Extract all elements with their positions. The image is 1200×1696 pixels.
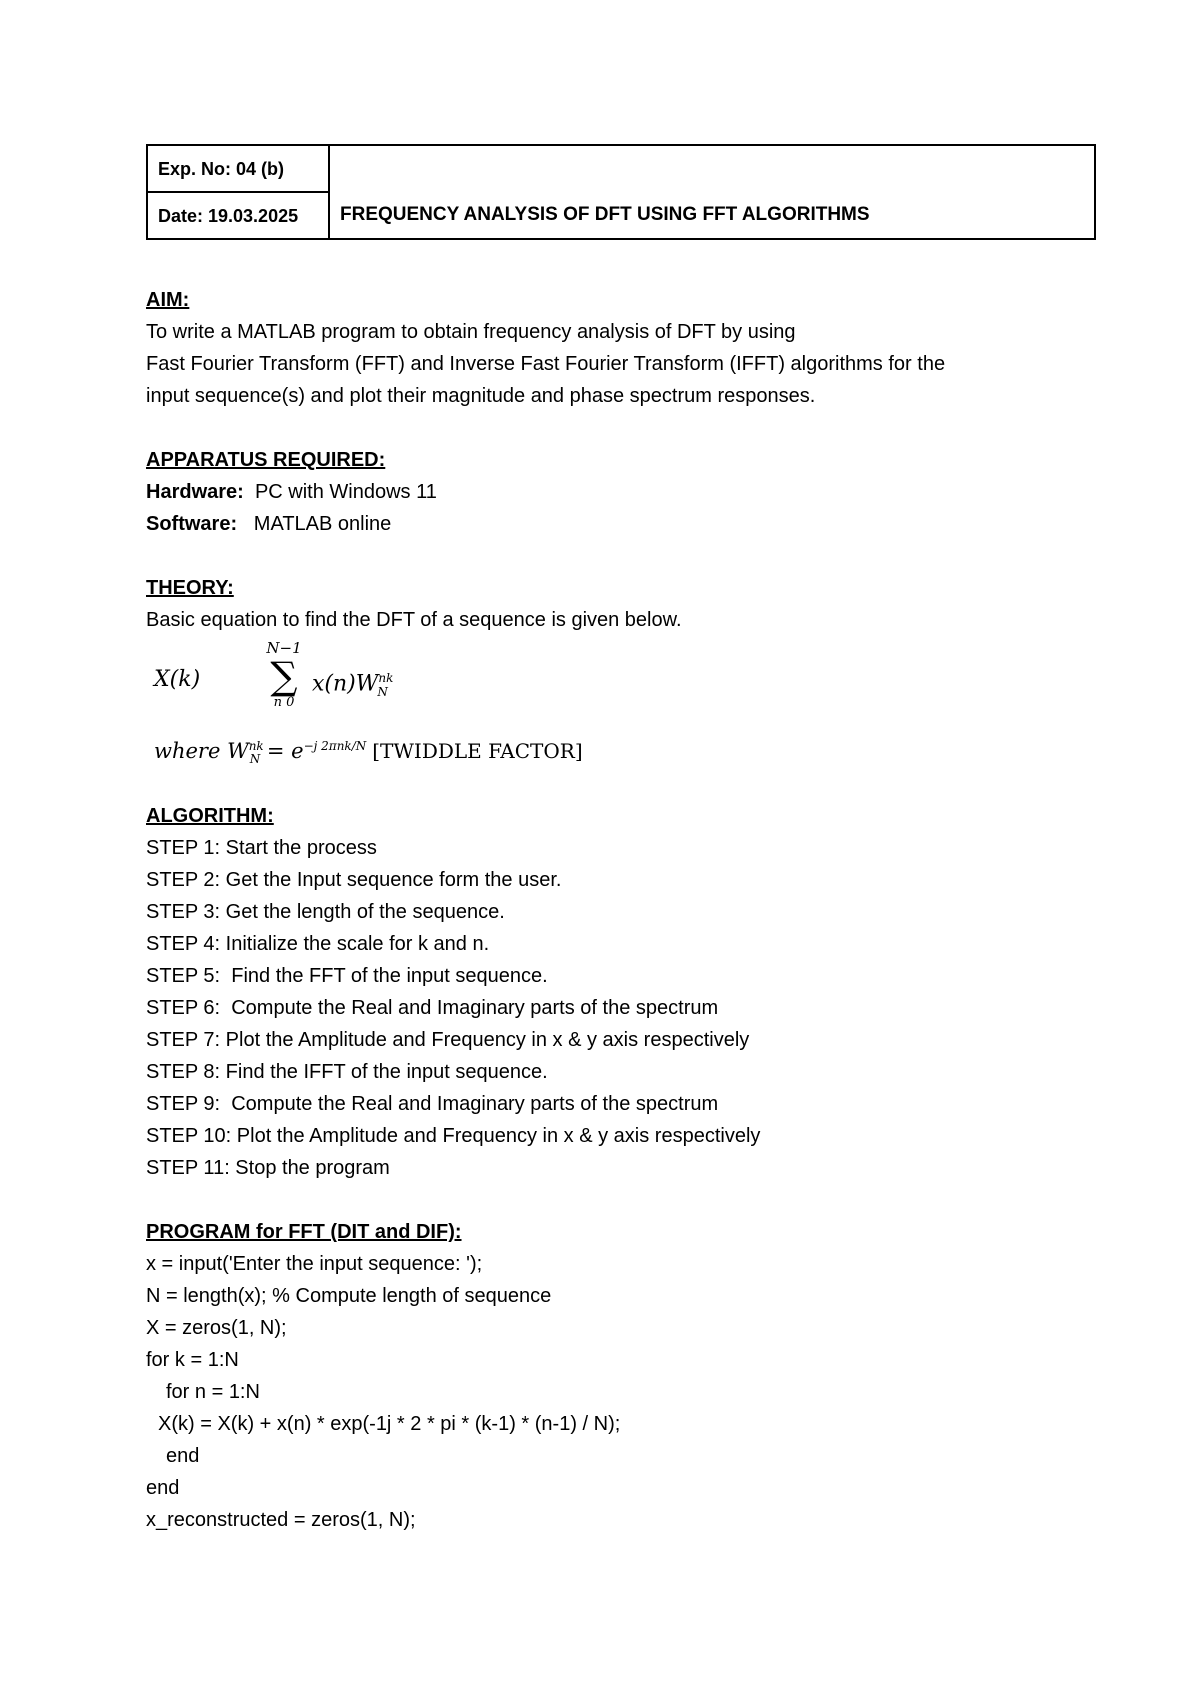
aim-heading: AIM: — [146, 289, 190, 311]
summation-lower-limit: n 0 — [273, 695, 295, 710]
code-line: x_reconstructed = zeros(1, N); — [146, 1509, 416, 1531]
equation-rhs-sub: N — [377, 684, 388, 699]
code-line: for n = 1:N — [166, 1381, 260, 1403]
equation-lhs: X(k) — [154, 667, 201, 692]
aim-line: To write a MATLAB program to obtain frequency analysis of DFT by using — [146, 321, 796, 343]
apparatus-heading: APPARATUS REQUIRED: — [146, 449, 386, 471]
algorithm-step: STEP 11: Stop the program — [146, 1157, 390, 1179]
twiddle-where: where — [154, 739, 221, 763]
twiddle-exponent: −j 2πnk/N — [303, 739, 367, 753]
twiddle-factor-line — [154, 730, 583, 775]
code-line: N = length(x); % Compute length of sequence — [146, 1285, 552, 1307]
algorithm-heading: ALGORITHM: — [146, 805, 274, 827]
aim-line: Fast Fourier Transform (FFT) and Inverse Fast Fourier Transform (IFFT) algorithms for the — [146, 353, 946, 375]
dft-equation — [146, 640, 1096, 720]
hardware-value: PC with Windows 11 — [254, 481, 437, 503]
theory-heading: THEORY: — [146, 577, 234, 599]
program-section — [146, 1216, 1096, 1536]
algorithm-step: STEP 2: Get the Input sequence form the user. — [146, 869, 562, 891]
header-table — [146, 144, 1096, 240]
code-line: for k = 1:N — [146, 1349, 239, 1371]
header-empty-cell — [329, 145, 1095, 192]
twiddle-w-sub: N — [249, 752, 261, 767]
algorithm-step: STEP 5: Find the FFT of the input sequence. — [146, 965, 548, 987]
experiment-title: FREQUENCY ANALYSIS OF DFT USING FFT ALGORITHMS — [329, 192, 1095, 239]
equation-rhs — [312, 662, 394, 708]
twiddle-w-sup: nk — [248, 739, 264, 753]
date-cell: Date: 19.03.2025 — [147, 192, 329, 239]
algorithm-step: STEP 7: Plot the Amplitude and Frequency in x & y axis respectively — [146, 1029, 750, 1051]
code-line: X(k) = X(k) + x(n) * exp(-1j * 2 * pi * (k-1) * (n-1) / N); — [158, 1413, 621, 1435]
algorithm-step: STEP 8: Find the IFFT of the input sequence. — [146, 1061, 548, 1083]
summation-upper-limit: N−1 — [266, 639, 302, 657]
algorithm-step: STEP 1: Start the process — [146, 837, 377, 859]
theory-section — [146, 572, 1096, 767]
program-heading: PROGRAM for FFT (DIT and DIF): — [146, 1221, 462, 1243]
software-line — [146, 508, 1096, 540]
algorithm-step: STEP 6: Compute the Real and Imaginary parts of the spectrum — [146, 997, 719, 1019]
algorithm-step: STEP 4: Initialize the scale for k and n. — [146, 933, 490, 955]
twiddle-label: [TWIDDLE FACTOR] — [372, 739, 583, 763]
algorithm-step: STEP 3: Get the length of the sequence. — [146, 901, 505, 923]
algorithm-section — [146, 800, 1096, 1184]
document-page — [146, 144, 1096, 1536]
theory-intro: Basic equation to find the DFT of a sequence is given below. — [146, 609, 682, 631]
aim-line: input sequence(s) and plot their magnitude and phase spectrum responses. — [146, 385, 816, 407]
apparatus-section — [146, 444, 1096, 540]
code-line: X = zeros(1, N); — [146, 1317, 287, 1339]
exp-no-cell: Exp. No: 04 (b) — [147, 145, 329, 192]
twiddle-equation — [146, 724, 1096, 767]
code-line: x = input('Enter the input sequence: '); — [146, 1253, 483, 1275]
aim-section — [146, 284, 1096, 412]
code-line: end — [166, 1445, 200, 1467]
code-line: end — [146, 1477, 180, 1499]
twiddle-equals-e: = e — [266, 739, 304, 763]
equation-rhs-base: x(n)W — [312, 671, 379, 697]
sigma-symbol: ∑ — [270, 654, 298, 698]
algorithm-step: STEP 9: Compute the Real and Imaginary parts of the spectrum — [146, 1093, 719, 1115]
software-value: MATLAB online — [253, 513, 392, 535]
twiddle-w: W — [227, 739, 249, 763]
hardware-label: Hardware: — [146, 481, 244, 503]
equation-rhs-sup: nk — [378, 671, 394, 685]
hardware-line — [146, 476, 1096, 508]
algorithm-step: STEP 10: Plot the Amplitude and Frequency in x & y axis respectively — [146, 1125, 761, 1147]
summation — [264, 640, 304, 710]
software-label: Software: — [146, 513, 238, 535]
